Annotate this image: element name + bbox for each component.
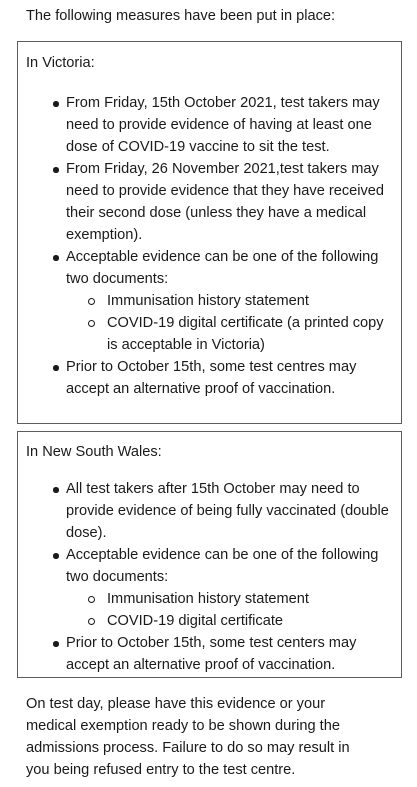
sub-list-item	[88, 312, 397, 356]
list-item	[18, 246, 392, 356]
intro-text: The following measures have been put in place:	[26, 8, 336, 24]
bullet-text: From Friday, 15th October 2021, test takers may need to provide evidence of having at least one dose of COVID-19 vaccine to sit the test.	[66, 95, 380, 155]
list-item	[18, 92, 392, 158]
list-item	[18, 478, 392, 544]
sub-bullet-text: COVID-19 digital certificate (a printed copy is acceptable in Victoria)	[107, 315, 384, 353]
victoria-box	[17, 41, 402, 424]
sub-list-item	[88, 290, 397, 312]
bullet-text: Acceptable evidence can be one of the following two documents:	[66, 547, 379, 585]
nsw-bullet-list	[18, 478, 392, 676]
nsw-sub-list	[66, 588, 392, 632]
bullet-text: From Friday, 26 November 2021,test takers may need to provide evidence that they have received their second dose (unless they have a medical exemption).	[66, 161, 385, 243]
sub-bullet-text: Immunisation history statement	[107, 293, 309, 309]
victoria-heading: In Victoria:	[26, 55, 95, 71]
bullet-text: All test takers after 15th October may need to provide evidence of being fully vaccinated (double dose).	[66, 481, 389, 541]
list-item	[18, 544, 392, 632]
nsw-box	[17, 431, 402, 678]
list-item	[18, 356, 392, 400]
sub-bullet-text: COVID-19 digital certificate	[107, 613, 284, 629]
list-item	[18, 632, 392, 676]
sub-bullet-text: Immunisation history statement	[107, 591, 309, 607]
bullet-text: Acceptable evidence can be one of the following two documents:	[66, 249, 379, 287]
victoria-sub-list	[66, 290, 392, 356]
sub-list-item	[88, 588, 397, 610]
nsw-heading: In New South Wales:	[26, 444, 162, 460]
list-item	[18, 158, 392, 246]
bullet-text: Prior to October 15th, some test centers may accept an alternative proof of vaccination.	[66, 635, 357, 673]
sub-list-item	[88, 610, 397, 632]
outro-text: On test day, please have this evidence or your medical exemption ready to be shown during the admissions process. Failure to do so may result in you being refused entry to the test centre.	[26, 696, 350, 778]
victoria-bullet-list	[18, 92, 392, 400]
bullet-text: Prior to October 15th, some test centres may accept an alternative proof of vaccination.	[66, 359, 357, 397]
